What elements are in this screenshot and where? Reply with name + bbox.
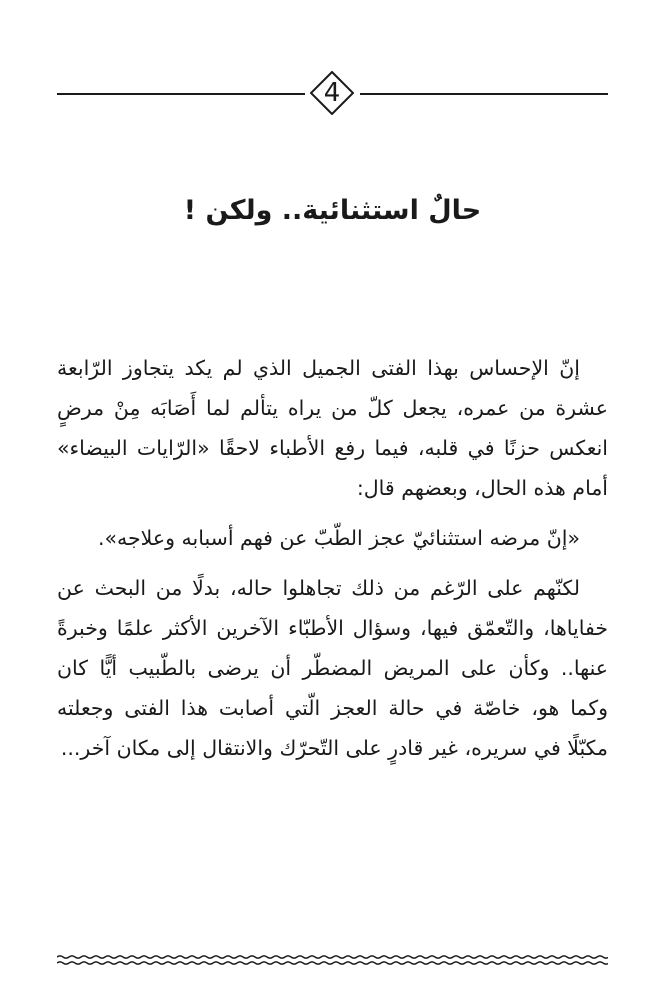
- paragraph-1: إنّ الإحساس بهذا الفتى الجميل الذي لم يكد يتجاوز الرّابعة عشرة من عمره، يجعل كلّ من يراه يتألم لما أَصَابَه مِنْ مرضٍ انعكس حزنًا في قلبه، فيما رفع الأطباء لاحقًا «الرّايات البيضاء» أمام هذه الحال، وبعضهم قال:: [57, 356, 608, 500]
- chapter-title: حالٌ استثنائية.. ولكن !: [183, 195, 482, 226]
- paragraph-3: لكنّهم على الرّغم من ذلك تجاهلوا حاله، بدلًا من البحث عن خفاياها، والتّعمّق فيها، وسؤال الأطبّاء الآخرين الأكثر علمًا وخبرةً عنها.. وكأن على المريض المضطّر أن يرضى بالطّبيب أيًّا كان وكما هو، خاصّة في حالة العجز الّتي أصابت هذا الفتى وجعلته مكبّلًا في سريره، غير قادرٍ على التّحرّك والانتقال إلى مكان آخر...: [57, 576, 608, 760]
- page-number: 4: [323, 78, 341, 108]
- header-rule-left: [57, 93, 305, 95]
- header-rule-right: [360, 93, 608, 95]
- body-text: [57, 348, 608, 778]
- footer-wave-ornament: [57, 953, 608, 967]
- paragraph-2: «إنّ مرضه استثنائيّ عجز الطّبّ عن فهم أسبابه وعلاجه».: [97, 526, 580, 550]
